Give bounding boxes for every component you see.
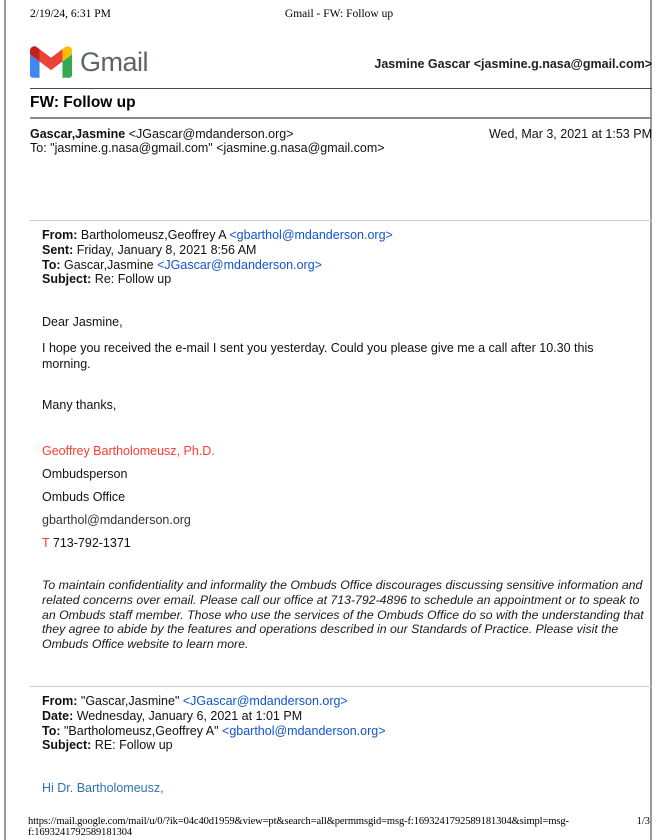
sender-email: <JGascar@mdanderson.org>	[125, 127, 294, 141]
signature-email: gbarthol@mdanderson.org	[42, 513, 191, 527]
print-datetime: 2/19/24, 6:31 PM	[30, 8, 111, 20]
print-doc-title: Gmail - FW: Follow up	[284, 8, 394, 20]
quoted-row-sent	[42, 243, 393, 258]
gmail-m-icon	[30, 46, 72, 78]
confidentiality-disclaimer: To maintain confidentiality and informality the Ombuds Office discourages discussing sensitive information and related concerns over email. Please call our office at 713-792-4896 to schedule an appointment or to speak to an Ombuds staff member. Those who use the services of the Ombuds Office do so with the understanding that they agree to abide by the features and operations described in our Standards of Practice. Please visit the Ombuds Office website to learn more.	[42, 578, 644, 652]
page-left-border	[4, 0, 6, 840]
field-label: To:	[42, 257, 61, 272]
message-to-line: To: "jasmine.g.nasa@gmail.com" <jasmine.g.nasa@gmail.com>	[30, 141, 385, 155]
email-link[interactable]: <gbarthol@mdanderson.org>	[229, 228, 393, 242]
message-sender-row	[30, 127, 652, 141]
email-link[interactable]: <JGascar@mdanderson.org>	[182, 694, 348, 708]
field-text: Gascar,Jasmine	[60, 257, 158, 272]
field-text: Bartholomeusz,Geoffrey A	[77, 228, 230, 242]
field-label: To:	[42, 723, 61, 738]
phone-number: 713-792-1371	[49, 536, 131, 550]
signature-name: Geoffrey Bartholomeusz, Ph.D.	[42, 444, 215, 458]
print-header	[30, 8, 648, 20]
field-label: Subject:	[42, 272, 92, 287]
phone-label: T	[42, 536, 50, 550]
quoted-row-to	[42, 258, 393, 273]
field-label: Subject:	[42, 738, 92, 753]
sender-name: Gascar,Jasmine	[30, 127, 126, 141]
quoted-header-1	[42, 228, 393, 287]
email-link[interactable]: <gbarthol@mdanderson.org>	[222, 723, 386, 738]
print-footer	[28, 816, 650, 838]
field-text: "Bartholomeusz,Geoffrey A"	[60, 723, 223, 738]
divider-top	[30, 88, 652, 89]
field-label: From:	[42, 228, 78, 242]
signature-office: Ombuds Office	[42, 490, 126, 504]
body-closing: Many thanks,	[42, 398, 117, 412]
quoted-row-subject	[42, 738, 386, 753]
quoted-row-subject	[42, 272, 393, 287]
field-text: RE: Follow up	[91, 738, 173, 753]
gmail-wordmark: Gmail	[80, 46, 149, 77]
reply-salutation: Hi Dr. Bartholomeusz,	[42, 781, 164, 795]
print-footer-page-number: 1/3	[636, 816, 650, 827]
divider-subject	[30, 117, 652, 119]
account-owner: Jasmine Gascar <jasmine.g.nasa@gmail.com>	[374, 57, 652, 71]
signature-phone	[42, 536, 131, 550]
sender	[30, 127, 294, 141]
body-paragraph: I hope you received the e-mail I sent you yesterday. Could you please give me a call after 10.30 this morning.	[42, 341, 594, 371]
quoted-row-from	[42, 694, 386, 709]
field-label: From:	[42, 694, 78, 708]
message-date: Wed, Mar 3, 2021 at 1:53 PM	[488, 127, 652, 141]
divider-quoted-1	[30, 220, 652, 221]
email-subject: FW: Follow up	[30, 94, 136, 111]
page-right-border	[650, 0, 652, 840]
quoted-row-date	[42, 709, 386, 724]
divider-quoted-2	[30, 686, 652, 687]
body-salutation: Dear Jasmine,	[42, 315, 123, 329]
email-link[interactable]: <JGascar@mdanderson.org>	[157, 257, 322, 272]
field-label: Sent:	[42, 242, 74, 257]
quoted-row-to	[42, 724, 386, 739]
gmail-logo	[30, 46, 148, 78]
quoted-row-from	[42, 228, 393, 243]
gmail-header-row	[30, 46, 652, 80]
field-text: Re: Follow up	[91, 272, 172, 287]
quoted-header-2	[42, 694, 386, 753]
field-text: Wednesday, January 6, 2021 at 1:01 PM	[73, 708, 303, 723]
signature-title: Ombudsperson	[42, 467, 128, 481]
field-label: Date:	[42, 708, 74, 723]
print-footer-url: https://mail.google.com/mail/u/0/?ik=04c40d1959&view=pt&search=all&permmsgid=msg-f:1693241792589181304&simpl=msg-f:1693241792589181304	[28, 816, 569, 838]
field-text: "Gascar,Jasmine"	[77, 694, 183, 708]
field-text: Friday, January 8, 2021 8:56 AM	[73, 242, 257, 257]
